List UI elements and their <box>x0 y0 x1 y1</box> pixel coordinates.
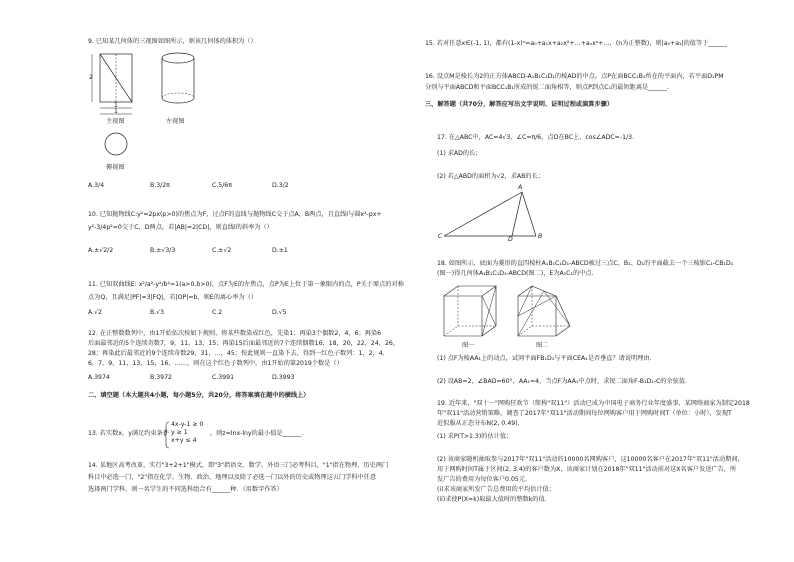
section-2-heading: 二、填空题（本大题共4小题，每小题5分，共20分，将答案填在题中的横线上） <box>88 392 310 399</box>
q12-line1: 12. 在正整数数列中，由1开始依次按如下规则，将某些数染成红色，先染1；再染3个偶数2，4，6；再染6 <box>88 330 382 337</box>
q10-option-a: A.±√2/2 <box>88 247 114 254</box>
q18-line2: (图一)得几何体A₁B₁C₁D₁-ABCD(图二)，E为A₁C₁的中点. <box>437 270 594 277</box>
q9-option-a: A.3/4 <box>88 182 105 189</box>
q19-line3: 近似服从正态分布N(2, 0.49). <box>437 420 520 427</box>
q10-option-b: B.±√3/3 <box>150 247 176 254</box>
q17-label-b: B <box>538 233 543 240</box>
q11-option-a: A.√2 <box>88 309 102 316</box>
q13-prefix: 13. 若实数x，y满足约束条件 <box>88 430 170 437</box>
q14-line1: 14. 某地区高考改革，实行"3+2+1"模式，即"3"指语文、数学、外语三门必考科目，"1"指在物理、历史两门 <box>88 462 389 469</box>
q14-line3: 选择两门学科，则一名学生的不同选科组合有______种．（用数字作答） <box>88 486 283 493</box>
q19-line2: 年"双11"活动营销策略，调查了2017年"双11"活动期间每位网购客户用于网购时间T（单位：小时），发现T <box>437 410 732 417</box>
q13-suffix: ，则z=lnx-lny的最小值是______. <box>210 430 304 437</box>
q17-label-c: C <box>438 233 443 240</box>
q9-option-b: B.3/2π <box>150 182 170 189</box>
q18-part2: (2) 设AB=2，∠BAD=60°，AA₁=4，当点F为AA₁中点时，求锐二面角F-B₁D₁-C的余弦值． <box>437 378 692 385</box>
q18-fig2-caption: 图二 <box>536 342 549 349</box>
q14-line2: 科目中必选一门，"2"指在化学、生物、政治、地理以及除了必选一门以外的历史或物理这五门学科中任意 <box>88 474 377 481</box>
q9-option-c: C.5/6π <box>212 182 232 189</box>
section-3-heading: 三、解答题（共70分，解答应写出文字说明、证明过程或演算步骤） <box>425 101 614 108</box>
q16-line2: 分别与平面ABCD和平面BCC₁B₁所成的锐二面角相等，则点P到点C₁的最短距离是______. <box>425 84 669 91</box>
top-view-drawing <box>105 133 127 155</box>
q9-top-view-label: 俯视图 <box>106 164 125 171</box>
q16-line1: 16. 设点M是棱长为2的正方体ABCD-A₁B₁C₁D₁的棱AD的中点，点P在面BCC₁B₁所在的平面内，若平面D₁PM <box>425 73 724 80</box>
q9-dim-1b: 1 <box>114 108 118 115</box>
q11-option-d: D.√5 <box>272 309 287 316</box>
q12-line2: 后面最邻近的5个连续奇数7，9，11，13，15；再染15后面最邻近的7个连续偶数16，18，20，22，24，26， <box>88 340 400 347</box>
q11-option-c: C.2 <box>212 309 223 316</box>
q9-option-d: D.3/2 <box>272 182 289 189</box>
q13-constraint-3: x+y ≤ 4 <box>171 437 197 444</box>
q9-front-view-label: 主视图 <box>106 118 125 125</box>
q10-line2: y²-3/4p²=0交于C，D两点，若|AB|=2|CD|，则直线l的斜率为（） <box>88 224 273 231</box>
q17-label-a: A <box>518 184 523 191</box>
q17-triangle-figure <box>440 186 550 242</box>
q9-three-view-figure <box>88 48 248 158</box>
q19-part1: (1) 求P(T>1.3)的估计值； <box>437 433 513 440</box>
q12-option-c: C.3991 <box>212 374 235 381</box>
q12-option-a: A.3974 <box>88 374 110 381</box>
q18-prism-figure-1 <box>438 282 508 344</box>
q18-part1: (1) 点F为棱AA₁上的动点，试问平面FB₁D₁与平面CEA₁是否垂直？请说明理由． <box>437 355 656 362</box>
q15-line1: 15. 若对任意x∈(-1, 1)，都有(1-x)ⁿ=a₀+a₁x+a₂x²+…+aₙxⁿ+…，(n为正整数)，则|a₀+a₁|的值等于______ <box>425 40 727 47</box>
q17-line1: 17. 在△ABC中，AC=4√3，∠C=π/6，点D在BC上，cos∠ADC=-1/3. <box>437 134 635 141</box>
q17-part2: (2) 若△ABD的面积为√2，求AB的长； <box>437 173 544 180</box>
q9-stem: 9. 已知某几何体的三视图如图所示，则该几何体的体积为（） <box>88 38 257 45</box>
q9-side-view-label: 左视图 <box>166 118 185 125</box>
q19-part2-line-e: (ii)求使P(X=k)取最大值时的整数k的值. <box>437 496 547 503</box>
q12-line3: 28；再染此后最邻近的9个连续奇数29，31，…，45；按此规则一直染下去，得到一红色子数列：1，2，4， <box>88 350 389 357</box>
q12-option-d: D.3993 <box>272 374 295 381</box>
q19-part2-line-d: (i)求该商家所发广告总费用的平均估计值； <box>437 486 555 493</box>
q11-option-b: B.√3 <box>150 309 165 316</box>
q18-line1: 18. 如图所示，底面为菱形的直四棱柱A₁B₁C₁D₁-ABCD被过三点C、B₁、D₁的平面截去一个三棱锥C₁-CB₁D₁ <box>437 260 734 267</box>
q10-option-c: C.±√2 <box>212 247 232 254</box>
q18-prism-figure-2 <box>512 282 582 344</box>
q17-label-d: D <box>508 236 513 243</box>
q19-part2-line-b: 用于网购时间T属于区间(2, 3.4)的客户数为X，该商家计划在2018年"双11"活动前对这X名客户发送广告，所 <box>437 466 737 473</box>
q12-option-b: B.3972 <box>150 374 172 381</box>
q9-dim-1a: 1 <box>114 102 118 109</box>
q10-option-d: D.±1 <box>272 247 288 254</box>
q19-line1: 19. 近年来，"双十一"网购狂欢节（简称"双11"）活动已成为中国电子商务行业年度盛事，某网络商家为制定2018 <box>437 400 750 407</box>
q11-line2: 点为Q，且满足|PF|=3|FQ|，若|OP|=b，则E的离心率为（） <box>88 294 258 301</box>
q19-part2-line-a: (2) 该商家随机抽取参与2017年"双11"活动的10000名网购客户，这10000名客户在2017年"双11"活动期间， <box>437 456 744 463</box>
q13-constraint-2: y ≥ 1 <box>171 429 188 436</box>
q10-line1: 10. 已知抛物线C:y²=2px(p>0)的焦点为F，过点F的直线与抛物线C交于点A，B两点，且直线l与圆x²-px+ <box>88 211 382 218</box>
q18-fig1-caption: 图一 <box>462 342 475 349</box>
front-view-drawing <box>92 54 132 114</box>
q19-part2-line-c: 发广告的费用为每位客户0.05元. <box>437 476 527 483</box>
q17-part1: (1) 求AD的长； <box>437 150 482 157</box>
q11-line1: 11. 已知双曲线E: x²/a²-y²/b²=1(a>0,b>0)，点F为E的左焦点，点P为E上位于第一象限内的点，P关于原点的对称 <box>88 281 404 288</box>
q13-constraint-1: 4x-y-1 ≥ 0 <box>171 421 204 428</box>
q12-line4: 6，7，9，11，13，15，16，……，则在这个红色子数列中，由1开始的第2019个数是（） <box>88 360 343 367</box>
side-view-drawing <box>162 53 194 103</box>
q13-brace <box>164 421 170 449</box>
q9-dim-2: 2 <box>89 74 93 81</box>
